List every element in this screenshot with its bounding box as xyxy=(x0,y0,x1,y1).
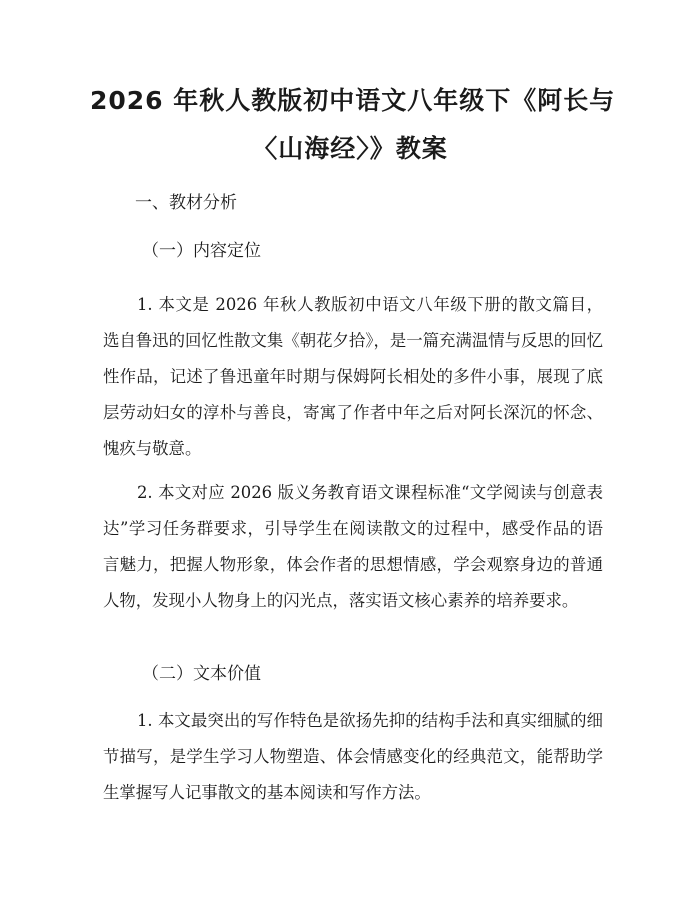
paragraph-content-1: 1. 本文是 2026 年秋人教版初中语文八年级下册的散文篇目，选自鲁迅的回忆性散文集《朝花夕拾》，是一篇充满温情与反思的回忆性作品，记述了鲁迅童年时期与保姆阿长相处的多件小事，展现了底层劳动妇女的淳朴与善良，寄寓了作者中年之后对阿长深沉的怀念、愧疚与敬意。 xyxy=(103,295,603,458)
paragraph-value-1: 1. 本文最突出的写作特色是欲扬先抑的结构手法和真实细腻的细节描写，是学生学习人物塑造、体会情感变化的经典范文，能帮助学生掌握写人记事散文的基本阅读和写作方法。 xyxy=(103,711,603,802)
section-heading-textbook-analysis: 一、教材分析 xyxy=(135,193,237,213)
subsection-heading-text-value: （二）文本价值 xyxy=(142,664,261,684)
paragraph-content-2: 2. 本文对应 2026 版义务教育语文课程标准“文学阅读与创意表达”学习任务群要求，引导学生在阅读散文的过程中，感受作品的语言魅力，把握人物形象，体会作者的思想情感，学会观察身边的普通人物，发现小人物身上的闪光点，落实语文核心素养的培养要求。 xyxy=(103,483,603,610)
subsection-heading-content-positioning: （一）内容定位 xyxy=(142,241,261,261)
document-title-line-2: 〈山海经〉》教案 xyxy=(252,134,448,163)
document-title-line-1: 2026 年秋人教版初中语文八年级下《阿长与 xyxy=(90,86,616,115)
